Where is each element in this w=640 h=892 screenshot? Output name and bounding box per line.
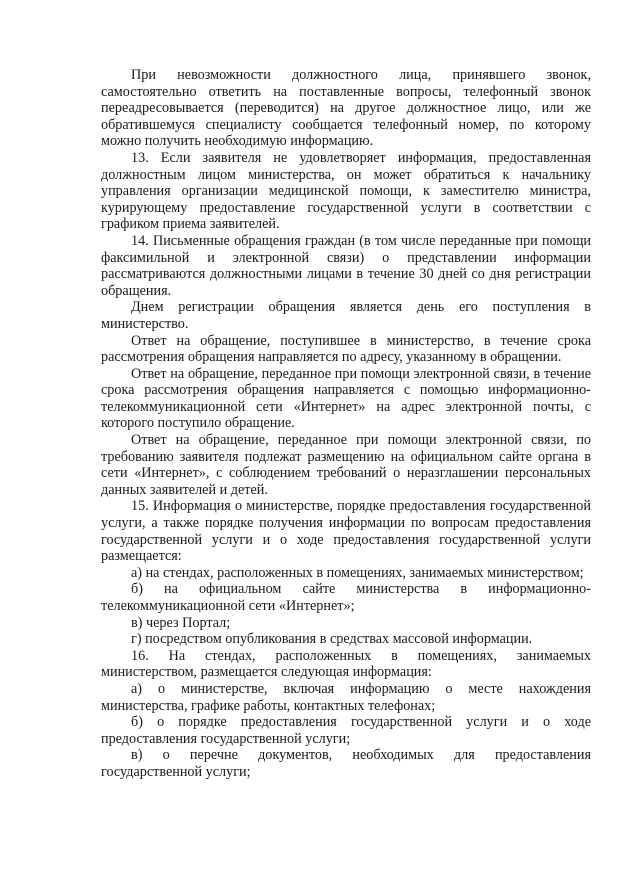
- paragraph-reply-address: Ответ на обращение, поступившее в министерство, в течение срока рассмотрения обращения направляется по адресу, указанному в обращении.: [101, 332, 591, 366]
- paragraph-15: 15. Информация о министерстве, порядке предоставления государственной услуги, а также порядке получения информации по вопросам предоставления государственной услуги и о ходе предоставления государственной услуги размещается:: [101, 498, 591, 565]
- paragraph-16-v: в) о перечне документов, необходимых для предоставления государственной услуги;: [101, 747, 591, 780]
- document-body: [101, 67, 591, 781]
- paragraph-15-b: б) на официальном сайте министерства в информационно-телекоммуникационной сети «Интернет»;: [101, 581, 591, 614]
- paragraph-15-g: г) посредством опубликования в средствах массовой информации.: [131, 631, 533, 648]
- paragraph-16-a: а) о министерстве, включая информацию о месте нахождения министерства, графике работы, контактных телефонах;: [101, 680, 591, 714]
- paragraph-reply-website: Ответ на обращение, переданное при помощи электронной связи, по требованию заявителя подлежат размещению на официальном сайте органа в сети «Интернет», с соблюдением требований о неразглашении персональных данных заявителей и детей.: [101, 432, 591, 498]
- paragraph-16-b: б) о порядке предоставления государственной услуги и о ходе предоставления государственной услуги;: [101, 714, 591, 747]
- paragraph-registration-day: Днем регистрации обращения является день его поступления в министерство.: [101, 299, 591, 332]
- paragraph-reply-email: Ответ на обращение, переданное при помощи электронной связи, в течение срока рассмотрения обращения направляется с помощью информационно-телекоммуникационной сети «Интернет» на адрес электронной почты, с которого поступило обращение.: [101, 365, 591, 432]
- paragraph-15-v: в) через Портал;: [131, 614, 231, 631]
- paragraph-14: 14. Письменные обращения граждан (в том числе переданные при помощи факсимильной и электронной связи) о представлении информации рассматриваются должностными лицами в течение 30 дней со дня регистрации обращения.: [101, 232, 591, 299]
- paragraph-callback-redirect: При невозможности должностного лица, принявшего звонок, самостоятельно ответить на поставленные вопросы, телефонный звонок переадресовывается (переводится) на другое должностное лицо, или же обратившемуся специалисту сообщается телефонный номер, по которому можно получить необходимую информацию.: [101, 67, 591, 150]
- paragraph-15-a: а) на стендах, расположенных в помещениях, занимаемых министерством;: [131, 564, 584, 581]
- paragraph-16: 16. На стендах, расположенных в помещениях, занимаемых министерством, размещается следующая информация:: [101, 647, 591, 681]
- paragraph-13: 13. Если заявителя не удовлетворяет информация, предоставленная должностным лицом министерства, он может обратиться к начальнику управления организации медицинской помощи, к заместителю министра, курирующему предоставление государственной услуги в соответствии с графиком приема заявителей.: [101, 149, 591, 233]
